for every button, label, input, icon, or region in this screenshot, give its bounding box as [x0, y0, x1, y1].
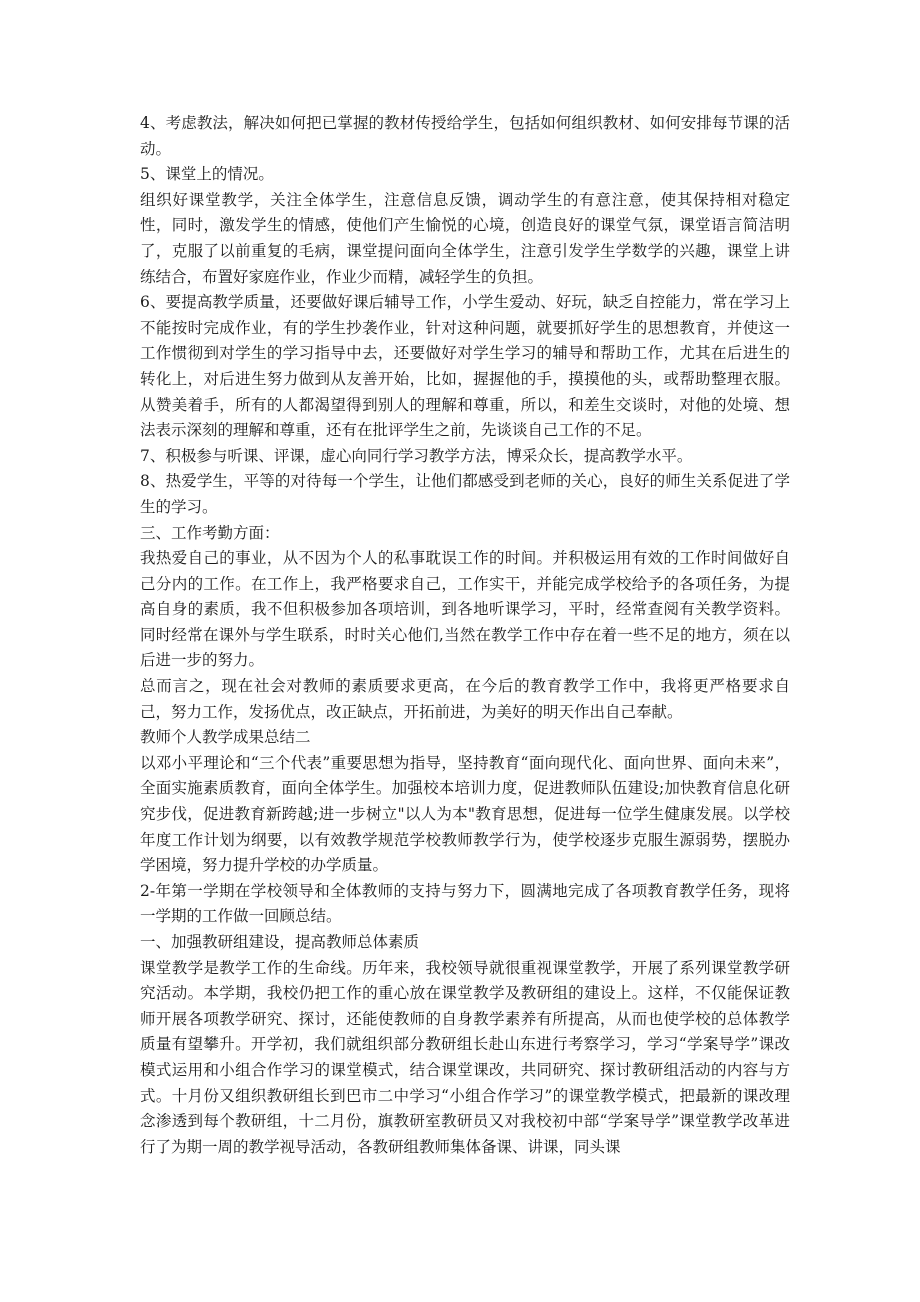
paragraph-item-8: 8、热爱学生，平等的对待每一个学生，让他们都感受到老师的关心，良好的师生关系促进了学生的学习。	[140, 472, 790, 516]
paragraph-classroom-teaching: 组织好课堂教学，关注全体学生，注意信息反馈，调动学生的有意注意，使其保持相对稳定性，同时，激发学生的情感，使他们产生愉悦的心境，创造良好的课堂气氛，课堂语言简洁明了，克服了以前重复的毛病，课堂提问面向全体学生，注意引发学生学数学的兴趣，课堂上讲练结合，布置好家庭作业，作业少而精，减轻学生的负担。	[140, 190, 790, 286]
paragraph-semester-review: 2-年第一学期在学校领导和全体教师的支持与努力下，圆满地完成了各项教育教学任务，现将一学期的工作做一回顾总结。	[140, 881, 790, 926]
section-title-summary-two: 教师个人教学成果总结二	[140, 728, 311, 747]
section-heading-attendance: 三、工作考勤方面：	[140, 523, 280, 542]
paragraph-conclusion: 总而言之，现在社会对教师的素质要求更高，在今后的教育教学工作中，我将更严格要求自己，努力工作，发扬优点，改正缺点，开拓前进，为美好的明天作出自己奉献。	[140, 677, 790, 721]
paragraph-attendance: 我热爱自己的事业，从不因为个人的私事耽误工作的时间。并积极运用有效的工作时间做好自己分内的工作。在工作上，我严格要求自己，工作实干，并能完成学校给予的各项任务，为提高自身的素质，我不但积极参加各项培训，到各地听课学习，平时，经常查阅有关教学资料。同时经常在课外与学生联系，时时关心他们,当然在教学工作中存在着一些不足的地方，须在以后进一步的努力。	[140, 549, 790, 670]
paragraph-item-5: 5、课堂上的情况。	[140, 165, 274, 184]
document-body	[140, 111, 790, 1160]
section-heading-teaching-research: 一、加强教研组建设，提高教师总体素质	[140, 933, 420, 951]
paragraph-item-4: 4、考虑教法，解决如何把已掌握的教材传授给学生，包括如何组织教材、如何安排每节课的活动。	[140, 114, 790, 158]
paragraph-item-7: 7、积极参与听课、评课，虚心向同行学习教学方法，博采众长，提高教学水平。	[140, 446, 693, 465]
paragraph-item-6: 6、要提高教学质量，还要做好课后辅导工作，小学生爱动、好玩，缺乏自控能力，常在学习上不能按时完成作业，有的学生抄袭作业，针对这种问题，就要抓好学生的思想教育，并使这一工作惯彻到对学生的学习指导中去，还要做好对学生学习的辅导和帮助工作，尤其在后进生的转化上，对后进生努力做到从友善开始，比如，握握他的手，摸摸他的头，或帮助整理衣服。从赞美着手，所有的人都渴望得到别人的理解和尊重，所以，和差生交谈时，对他的处境、想法表示深刻的理解和尊重，还有在批评学生之前，先谈谈自己工作的不足。	[140, 293, 790, 440]
paragraph-classroom-research: 课堂教学是教学工作的生命线。历年来，我校领导就很重视课堂教学，开展了系列课堂教学研究活动。本学期，我校仍把工作的重心放在课堂教学及教研组的建设上。这样，不仅能保证教师开展各项教学研究、探讨，还能使教师的自身教学素养有所提高，从而也使学校的总体教学质量有望攀升。开学初，我们就组织部分教研组长赴山东进行考察学习，学习“学案导学”课改模式运用和小组合作学习的课堂模式，结合课堂课改，共同研究、探讨教研组活动的内容与方式。十月份又组织教研组长到巴市二中学习“小组合作学习”的课堂教学模式，把最新的课改理念渗透到每个教研组，十二月份，旗教研室教研员又对我校初中部“学案导学”课堂教学改革进行了为期一周的教学视导活动，各教研组教师集体备课、讲课，同头课	[140, 958, 790, 1156]
paragraph-guiding-thought: 以邓小平理论和“三个代表”重要思想为指导，坚持教育“面向现代化、面向世界、面向未来”，全面实施素质教育，面向全体学生。加强校本培训力度，促进教师队伍建设;加快教育信息化研究步伐，促进教育新跨越;进一步树立"以人为本"教育思想，促进每一位学生健康发展。以学校年度工作计划为纲要，以有效教学规范学校教师教学行为，使学校逐步克服生源弱势，摆脱办学困境，努力提升学校的办学质量。	[140, 753, 790, 875]
